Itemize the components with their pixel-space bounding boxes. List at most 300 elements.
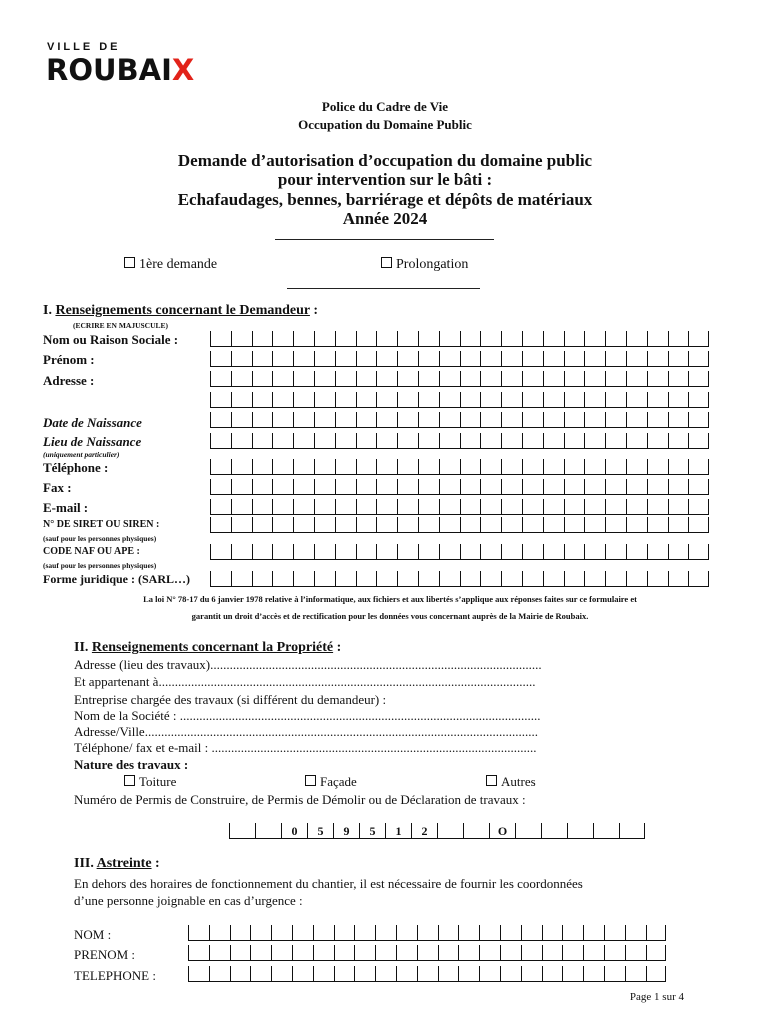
letter-box[interactable]: [313, 966, 334, 982]
letter-box[interactable]: [564, 517, 585, 533]
checkbox-roofing[interactable]: [124, 775, 135, 786]
letter-box[interactable]: [584, 459, 605, 475]
letter-box[interactable]: [543, 459, 564, 475]
letter-box[interactable]: [564, 331, 585, 347]
letter-box[interactable]: [625, 925, 646, 941]
letter-box[interactable]: [418, 412, 439, 428]
letter-box[interactable]: [272, 544, 293, 560]
letter-box[interactable]: [543, 371, 564, 387]
letter-box[interactable]: [479, 945, 500, 961]
input-email[interactable]: [210, 499, 709, 516]
letter-box[interactable]: [293, 351, 314, 367]
input-fax[interactable]: [210, 479, 709, 496]
letter-box[interactable]: [564, 412, 585, 428]
letter-box[interactable]: [335, 544, 356, 560]
letter-box[interactable]: [418, 544, 439, 560]
letter-box[interactable]: [480, 412, 501, 428]
letter-box[interactable]: [501, 412, 522, 428]
letter-box[interactable]: [293, 544, 314, 560]
letter-box[interactable]: [439, 331, 460, 347]
letter-box[interactable]: [522, 371, 543, 387]
letter-box[interactable]: [542, 925, 563, 941]
letter-box[interactable]: [564, 433, 585, 449]
letter-box[interactable]: [356, 392, 377, 408]
letter-box[interactable]: [376, 571, 397, 587]
checkbox-extension[interactable]: [381, 257, 392, 268]
input-legal-form[interactable]: [210, 571, 709, 588]
letter-box[interactable]: [480, 571, 501, 587]
letter-box[interactable]: [460, 479, 481, 495]
letter-box[interactable]: [356, 351, 377, 367]
letter-box[interactable]: [354, 945, 375, 961]
letter-box[interactable]: [480, 331, 501, 347]
letter-box[interactable]: [543, 392, 564, 408]
letter-box[interactable]: [584, 331, 605, 347]
letter-box[interactable]: [397, 479, 418, 495]
letter-box[interactable]: [604, 925, 625, 941]
letter-box[interactable]: [605, 571, 626, 587]
letter-box[interactable]: [439, 412, 460, 428]
letter-box[interactable]: [564, 392, 585, 408]
permit-digit-box[interactable]: [255, 823, 281, 839]
letter-box[interactable]: [354, 966, 375, 982]
letter-box[interactable]: [210, 499, 231, 515]
letter-box[interactable]: [522, 499, 543, 515]
letter-box[interactable]: [688, 571, 709, 587]
input-naf[interactable]: [210, 544, 709, 561]
letter-box[interactable]: [647, 499, 668, 515]
letter-box[interactable]: [293, 517, 314, 533]
letter-box[interactable]: [417, 945, 438, 961]
letter-box[interactable]: [458, 945, 479, 961]
letter-box[interactable]: [604, 966, 625, 982]
letter-box[interactable]: [356, 331, 377, 347]
letter-box[interactable]: [418, 571, 439, 587]
letter-box[interactable]: [335, 392, 356, 408]
letter-box[interactable]: [439, 392, 460, 408]
letter-box[interactable]: [584, 371, 605, 387]
letter-box[interactable]: [250, 925, 271, 941]
letter-box[interactable]: [584, 392, 605, 408]
letter-box[interactable]: [314, 412, 335, 428]
letter-box[interactable]: [605, 459, 626, 475]
letter-box[interactable]: [647, 331, 668, 347]
letter-box[interactable]: [252, 412, 273, 428]
letter-box[interactable]: [292, 966, 313, 982]
letter-box[interactable]: [376, 433, 397, 449]
letter-box[interactable]: [439, 433, 460, 449]
letter-box[interactable]: [522, 544, 543, 560]
letter-box[interactable]: [188, 966, 209, 982]
letter-box[interactable]: [271, 945, 292, 961]
letter-box[interactable]: [230, 966, 251, 982]
letter-box[interactable]: [543, 517, 564, 533]
permit-digit-box[interactable]: 1: [385, 823, 411, 839]
letter-box[interactable]: [668, 479, 689, 495]
permit-digit-box[interactable]: [515, 823, 541, 839]
letter-box[interactable]: [480, 392, 501, 408]
letter-box[interactable]: [314, 499, 335, 515]
letter-box[interactable]: [418, 499, 439, 515]
letter-box[interactable]: [418, 517, 439, 533]
letter-box[interactable]: [335, 459, 356, 475]
letter-box[interactable]: [562, 966, 583, 982]
letter-box[interactable]: [292, 925, 313, 941]
option-other[interactable]: [486, 773, 536, 790]
letter-box[interactable]: [188, 945, 209, 961]
letter-box[interactable]: [584, 517, 605, 533]
letter-box[interactable]: [439, 499, 460, 515]
letter-box[interactable]: [292, 945, 313, 961]
letter-box[interactable]: [188, 925, 209, 941]
letter-box[interactable]: [480, 544, 501, 560]
letter-box[interactable]: [272, 499, 293, 515]
letter-box[interactable]: [460, 351, 481, 367]
letter-box[interactable]: [293, 499, 314, 515]
letter-box[interactable]: [564, 371, 585, 387]
letter-box[interactable]: [501, 392, 522, 408]
input-firstname[interactable]: [210, 351, 709, 368]
letter-box[interactable]: [231, 331, 252, 347]
letter-box[interactable]: [647, 571, 668, 587]
letter-box[interactable]: [376, 412, 397, 428]
letter-box[interactable]: [501, 433, 522, 449]
letter-box[interactable]: [688, 499, 709, 515]
letter-box[interactable]: [668, 459, 689, 475]
letter-box[interactable]: [376, 544, 397, 560]
letter-box[interactable]: [604, 945, 625, 961]
letter-box[interactable]: [418, 351, 439, 367]
letter-box[interactable]: [646, 966, 667, 982]
letter-box[interactable]: [564, 544, 585, 560]
letter-box[interactable]: [272, 392, 293, 408]
letter-box[interactable]: [479, 966, 500, 982]
letter-box[interactable]: [626, 499, 647, 515]
letter-box[interactable]: [460, 412, 481, 428]
letter-box[interactable]: [626, 351, 647, 367]
letter-box[interactable]: [501, 351, 522, 367]
letter-box[interactable]: [397, 412, 418, 428]
letter-box[interactable]: [688, 392, 709, 408]
letter-box[interactable]: [688, 479, 709, 495]
letter-box[interactable]: [688, 433, 709, 449]
letter-box[interactable]: [356, 371, 377, 387]
letter-box[interactable]: [252, 331, 273, 347]
permit-digit-box[interactable]: 5: [307, 823, 333, 839]
letter-box[interactable]: [668, 544, 689, 560]
letter-box[interactable]: [521, 945, 542, 961]
letter-box[interactable]: [501, 459, 522, 475]
letter-box[interactable]: [438, 966, 459, 982]
input-address-line2[interactable]: [210, 392, 709, 409]
letter-box[interactable]: [231, 433, 252, 449]
letter-box[interactable]: [543, 351, 564, 367]
letter-box[interactable]: [335, 371, 356, 387]
letter-box[interactable]: [439, 459, 460, 475]
letter-box[interactable]: [668, 499, 689, 515]
letter-box[interactable]: [293, 459, 314, 475]
letter-box[interactable]: [647, 351, 668, 367]
letter-box[interactable]: [480, 499, 501, 515]
letter-box[interactable]: [375, 966, 396, 982]
permit-digit-box[interactable]: O: [489, 823, 515, 839]
letter-box[interactable]: [522, 351, 543, 367]
letter-box[interactable]: [688, 459, 709, 475]
letter-box[interactable]: [668, 517, 689, 533]
letter-box[interactable]: [397, 351, 418, 367]
letter-box[interactable]: [647, 392, 668, 408]
permit-digit-box[interactable]: [541, 823, 567, 839]
option-first-request[interactable]: [124, 257, 217, 273]
letter-box[interactable]: [460, 517, 481, 533]
letter-box[interactable]: [458, 966, 479, 982]
input-permit-number[interactable]: [229, 823, 645, 840]
letter-box[interactable]: [625, 945, 646, 961]
letter-box[interactable]: [356, 517, 377, 533]
letter-box[interactable]: [335, 433, 356, 449]
letter-box[interactable]: [252, 517, 273, 533]
permit-digit-box[interactable]: 2: [411, 823, 437, 839]
letter-box[interactable]: [562, 925, 583, 941]
letter-box[interactable]: [314, 479, 335, 495]
letter-box[interactable]: [376, 331, 397, 347]
letter-box[interactable]: [460, 433, 481, 449]
letter-box[interactable]: [397, 517, 418, 533]
letter-box[interactable]: [439, 544, 460, 560]
letter-box[interactable]: [272, 571, 293, 587]
letter-box[interactable]: [271, 925, 292, 941]
letter-box[interactable]: [210, 331, 231, 347]
letter-box[interactable]: [293, 433, 314, 449]
letter-box[interactable]: [542, 966, 563, 982]
field-company-city[interactable]: Adresse/Ville.........................................................................................................................: [74, 724, 538, 739]
letter-box[interactable]: [501, 371, 522, 387]
letter-box[interactable]: [439, 517, 460, 533]
letter-box[interactable]: [647, 459, 668, 475]
letter-box[interactable]: [522, 571, 543, 587]
letter-box[interactable]: [252, 351, 273, 367]
letter-box[interactable]: [313, 925, 334, 941]
letter-box[interactable]: [271, 966, 292, 982]
option-roofing[interactable]: [124, 773, 176, 790]
input-emergency-phone[interactable]: [188, 966, 666, 983]
letter-box[interactable]: [209, 966, 230, 982]
letter-box[interactable]: [397, 544, 418, 560]
letter-box[interactable]: [335, 331, 356, 347]
letter-box[interactable]: [460, 459, 481, 475]
input-address-line1[interactable]: [210, 371, 709, 388]
letter-box[interactable]: [335, 517, 356, 533]
letter-box[interactable]: [376, 499, 397, 515]
letter-box[interactable]: [334, 925, 355, 941]
letter-box[interactable]: [564, 479, 585, 495]
letter-box[interactable]: [605, 371, 626, 387]
letter-box[interactable]: [668, 412, 689, 428]
letter-box[interactable]: [376, 351, 397, 367]
option-extension[interactable]: [381, 257, 468, 273]
letter-box[interactable]: [314, 459, 335, 475]
letter-box[interactable]: [688, 544, 709, 560]
letter-box[interactable]: [522, 459, 543, 475]
letter-box[interactable]: [376, 479, 397, 495]
letter-box[interactable]: [480, 459, 501, 475]
field-work-address[interactable]: Adresse (lieu des travaux)......................................................................................................: [74, 657, 542, 672]
input-birth-place[interactable]: [210, 433, 709, 450]
letter-box[interactable]: [356, 499, 377, 515]
letter-box[interactable]: [583, 966, 604, 982]
letter-box[interactable]: [272, 433, 293, 449]
letter-box[interactable]: [210, 459, 231, 475]
letter-box[interactable]: [397, 371, 418, 387]
letter-box[interactable]: [354, 925, 375, 941]
checkbox-facade[interactable]: [305, 775, 316, 786]
letter-box[interactable]: [626, 459, 647, 475]
letter-box[interactable]: [521, 925, 542, 941]
letter-box[interactable]: [314, 571, 335, 587]
letter-box[interactable]: [396, 925, 417, 941]
letter-box[interactable]: [250, 966, 271, 982]
letter-box[interactable]: [522, 517, 543, 533]
letter-box[interactable]: [460, 571, 481, 587]
letter-box[interactable]: [231, 544, 252, 560]
letter-box[interactable]: [564, 351, 585, 367]
letter-box[interactable]: [335, 571, 356, 587]
letter-box[interactable]: [397, 571, 418, 587]
letter-box[interactable]: [626, 433, 647, 449]
letter-box[interactable]: [501, 517, 522, 533]
letter-box[interactable]: [583, 925, 604, 941]
letter-box[interactable]: [543, 433, 564, 449]
letter-box[interactable]: [584, 433, 605, 449]
letter-box[interactable]: [231, 517, 252, 533]
letter-box[interactable]: [688, 371, 709, 387]
letter-box[interactable]: [647, 479, 668, 495]
letter-box[interactable]: [313, 945, 334, 961]
letter-box[interactable]: [314, 392, 335, 408]
letter-box[interactable]: [605, 351, 626, 367]
letter-box[interactable]: [605, 331, 626, 347]
letter-box[interactable]: [376, 371, 397, 387]
letter-box[interactable]: [231, 479, 252, 495]
permit-digit-box[interactable]: 9: [333, 823, 359, 839]
letter-box[interactable]: [272, 331, 293, 347]
letter-box[interactable]: [356, 459, 377, 475]
letter-box[interactable]: [293, 331, 314, 347]
letter-box[interactable]: [605, 517, 626, 533]
letter-box[interactable]: [647, 412, 668, 428]
letter-box[interactable]: [542, 945, 563, 961]
letter-box[interactable]: [314, 331, 335, 347]
letter-box[interactable]: [521, 966, 542, 982]
letter-box[interactable]: [480, 479, 501, 495]
letter-box[interactable]: [418, 371, 439, 387]
letter-box[interactable]: [210, 517, 231, 533]
letter-box[interactable]: [334, 966, 355, 982]
letter-box[interactable]: [209, 925, 230, 941]
letter-box[interactable]: [418, 392, 439, 408]
letter-box[interactable]: [418, 459, 439, 475]
letter-box[interactable]: [605, 433, 626, 449]
letter-box[interactable]: [480, 433, 501, 449]
letter-box[interactable]: [626, 392, 647, 408]
letter-box[interactable]: [376, 517, 397, 533]
permit-digit-box[interactable]: [567, 823, 593, 839]
letter-box[interactable]: [501, 499, 522, 515]
letter-box[interactable]: [584, 571, 605, 587]
letter-box[interactable]: [668, 433, 689, 449]
letter-box[interactable]: [439, 571, 460, 587]
letter-box[interactable]: [418, 331, 439, 347]
letter-box[interactable]: [646, 925, 667, 941]
permit-digit-box[interactable]: [437, 823, 463, 839]
letter-box[interactable]: [375, 945, 396, 961]
letter-box[interactable]: [314, 517, 335, 533]
field-belonging-to[interactable]: Et appartenant à....................................................................................................................: [74, 674, 536, 689]
letter-box[interactable]: [647, 433, 668, 449]
letter-box[interactable]: [668, 331, 689, 347]
letter-box[interactable]: [438, 925, 459, 941]
field-company-contact[interactable]: Téléphone/ fax et e-mail : ....................................................................................................: [74, 740, 537, 755]
letter-box[interactable]: [626, 517, 647, 533]
letter-box[interactable]: [356, 479, 377, 495]
letter-box[interactable]: [396, 966, 417, 982]
letter-box[interactable]: [668, 392, 689, 408]
letter-box[interactable]: [252, 479, 273, 495]
letter-box[interactable]: [584, 412, 605, 428]
letter-box[interactable]: [231, 412, 252, 428]
letter-box[interactable]: [335, 351, 356, 367]
letter-box[interactable]: [293, 412, 314, 428]
input-birth-date[interactable]: [210, 412, 709, 429]
letter-box[interactable]: [543, 499, 564, 515]
letter-box[interactable]: [252, 499, 273, 515]
letter-box[interactable]: [584, 351, 605, 367]
letter-box[interactable]: [460, 499, 481, 515]
letter-box[interactable]: [356, 412, 377, 428]
letter-box[interactable]: [626, 412, 647, 428]
letter-box[interactable]: [230, 925, 251, 941]
letter-box[interactable]: [562, 945, 583, 961]
letter-box[interactable]: [647, 544, 668, 560]
letter-box[interactable]: [688, 517, 709, 533]
letter-box[interactable]: [314, 544, 335, 560]
letter-box[interactable]: [356, 433, 377, 449]
letter-box[interactable]: [210, 571, 231, 587]
letter-box[interactable]: [417, 925, 438, 941]
letter-box[interactable]: [439, 479, 460, 495]
letter-box[interactable]: [397, 433, 418, 449]
letter-box[interactable]: [626, 544, 647, 560]
checkbox-other[interactable]: [486, 775, 497, 786]
letter-box[interactable]: [231, 571, 252, 587]
letter-box[interactable]: [210, 479, 231, 495]
letter-box[interactable]: [522, 412, 543, 428]
letter-box[interactable]: [231, 392, 252, 408]
letter-box[interactable]: [647, 517, 668, 533]
letter-box[interactable]: [231, 499, 252, 515]
letter-box[interactable]: [397, 499, 418, 515]
letter-box[interactable]: [543, 571, 564, 587]
letter-box[interactable]: [626, 479, 647, 495]
input-siret[interactable]: [210, 517, 709, 534]
permit-digit-box[interactable]: [619, 823, 645, 839]
letter-box[interactable]: [626, 571, 647, 587]
letter-box[interactable]: [439, 351, 460, 367]
letter-box[interactable]: [668, 371, 689, 387]
letter-box[interactable]: [250, 945, 271, 961]
letter-box[interactable]: [460, 371, 481, 387]
letter-box[interactable]: [272, 479, 293, 495]
